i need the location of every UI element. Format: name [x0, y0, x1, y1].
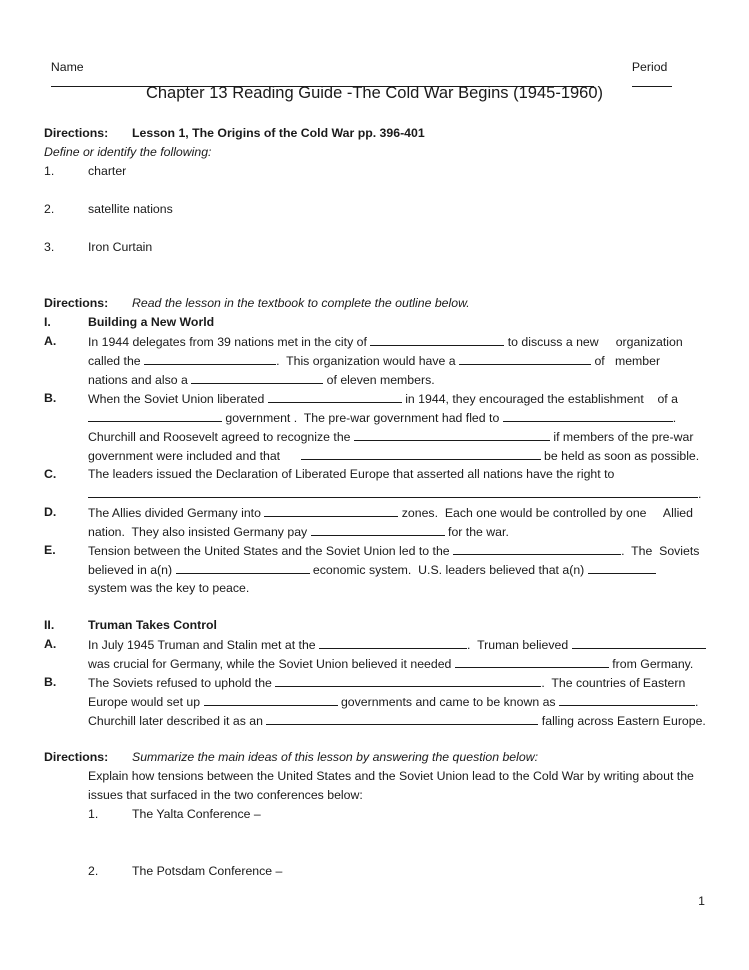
blank-field[interactable] [176, 562, 310, 574]
directions-label: Directions: [44, 296, 109, 310]
blank-field[interactable] [88, 410, 222, 422]
lesson-heading: Lesson 1, The Origins of the Cold War pp. 396-401 [132, 126, 425, 140]
conference-number: 2. [88, 864, 99, 878]
define-instruction: Define or identify the following: [44, 145, 212, 159]
blank-field[interactable] [354, 429, 550, 441]
part2-heading: Truman Takes Control [88, 618, 217, 632]
blank-field[interactable] [204, 694, 338, 706]
potsdam-conference: The Potsdam Conference – [132, 864, 283, 878]
item-label: B. [44, 391, 57, 405]
outline-line: believed in a(n) economic system. U.S. leaders believed that a(n) [88, 562, 656, 578]
item-label: A. [44, 637, 57, 651]
blank-field[interactable] [191, 372, 323, 384]
outline-line: In July 1945 Truman and Stalin met at the . Truman believed [88, 637, 706, 653]
period-line [625, 45, 672, 91]
outline-line: nation. They also insisted Germany pay for the war. [88, 525, 509, 539]
blank-field[interactable] [453, 543, 621, 555]
blank-field[interactable] [459, 353, 591, 365]
outline-line: was crucial for Germany, while the Soviet Union believed it needed from Germany. [88, 657, 694, 671]
blank-field[interactable] [266, 713, 538, 725]
term-satellite-nations: satellite nations [88, 202, 173, 216]
yalta-conference: The Yalta Conference – [132, 807, 261, 821]
item-label: C. [44, 467, 57, 481]
page-number: 1 [698, 894, 705, 908]
directions-label: Directions: [44, 126, 109, 140]
blank-field[interactable] [503, 410, 673, 422]
outline-line: The leaders issued the Declaration of Liberated Europe that asserted all nations have the right to [88, 467, 615, 481]
period-label: Period [631, 60, 668, 74]
outline-line: government . The pre-war government had fled to . [88, 410, 676, 426]
blank-field[interactable] [588, 562, 656, 574]
term-number: 1. [44, 164, 55, 178]
item-label: D. [44, 505, 57, 519]
page-title: Chapter 13 Reading Guide -The Cold War Begins (1945-1960) [145, 84, 604, 102]
blank-field[interactable] [264, 505, 398, 517]
outline-line: Churchill and Roosevelt agreed to recognize the if members of the pre-war [88, 430, 694, 444]
term-iron-curtain: Iron Curtain [88, 240, 153, 254]
blank-field[interactable] [370, 334, 504, 346]
part2-numeral: II. [44, 618, 55, 632]
outline-line: government were included and that be held as soon as possible. [88, 449, 700, 463]
outline-line: In 1944 delegates from 39 nations met in the city of to discuss a new organization [88, 335, 683, 349]
outline-instruction: Read the lesson in the textbook to complete the outline below. [132, 296, 470, 310]
part1-heading: Building a New World [88, 315, 215, 329]
blank-field[interactable] [559, 694, 695, 706]
blank-field[interactable] [455, 656, 609, 668]
outline-line: The Soviets refused to uphold the . The countries of Eastern [88, 676, 686, 690]
outline-line: nations and also a of eleven members. [88, 373, 435, 387]
summarize-instruction: Summarize the main ideas of this lesson by answering the question below: [132, 750, 539, 764]
outline-line: When the Soviet Union liberated in 1944, they encouraged the establishment of a [88, 392, 678, 406]
prompt-text: Explain how tensions between the United States and the Soviet Union lead to the Cold War by writing about the [88, 769, 694, 783]
outline-line: Churchill later described it as an falling across Eastern Europe. [88, 714, 706, 728]
outline-line: The Allies divided Germany into zones. Each one would be controlled by one Allied [88, 506, 693, 520]
term-charter: charter [88, 164, 127, 178]
item-label: B. [44, 675, 57, 689]
blank-field[interactable] [268, 391, 402, 403]
blank-field[interactable] [88, 486, 698, 498]
directions-label: Directions: [44, 750, 109, 764]
prompt-text: issues that surfaced in the two conferences below: [88, 788, 363, 802]
outline-line: Europe would set up governments and came to be known as . [88, 695, 699, 709]
outline-line: . [88, 486, 701, 502]
blank-field[interactable] [301, 448, 541, 460]
blank-field[interactable] [144, 353, 276, 365]
blank-field[interactable] [572, 637, 706, 649]
name-label: Name [50, 60, 84, 74]
term-number: 2. [44, 202, 55, 216]
outline-line: system was the key to peace. [88, 581, 250, 595]
blank-field[interactable] [275, 675, 541, 687]
term-number: 3. [44, 240, 55, 254]
conference-number: 1. [88, 807, 99, 821]
part1-numeral: I. [44, 315, 51, 329]
outline-line: called the . This organization would have a of member [88, 354, 661, 368]
item-label: E. [44, 543, 56, 557]
item-label: A. [44, 334, 57, 348]
blank-field[interactable] [311, 524, 445, 536]
outline-line: Tension between the United States and the Soviet Union led to the . The Soviets [88, 544, 700, 558]
blank-field[interactable] [319, 637, 467, 649]
